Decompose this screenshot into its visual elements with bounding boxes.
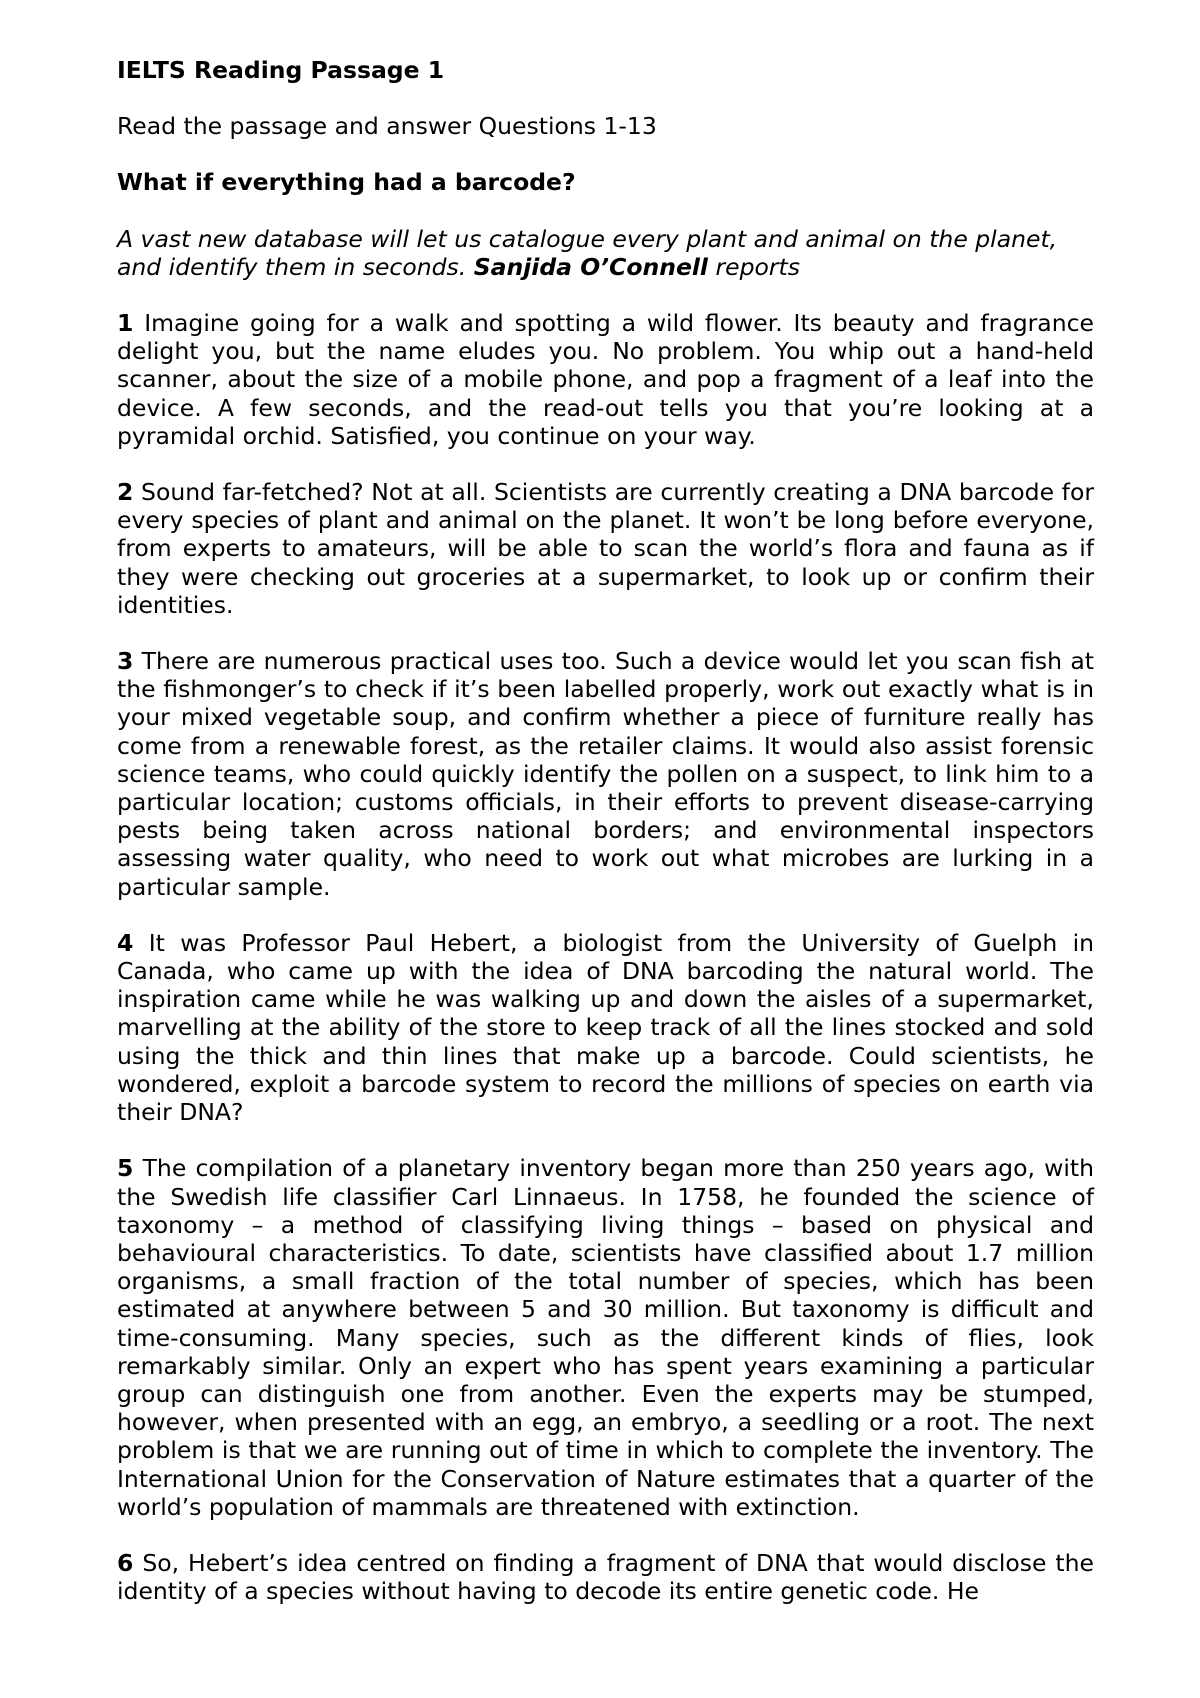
paragraph-number: 6 bbox=[117, 1548, 134, 1577]
paragraph-1 bbox=[117, 309, 1094, 450]
author-name: Sanjida O’Connell bbox=[473, 252, 708, 281]
article-headline: What if everything had a barcode? bbox=[117, 168, 576, 197]
paragraph-text: It was Professor Paul Hebert, a biologist from the University of Guelph in Canada, who came up with the idea of DNA barcoding the natural world. The inspiration came while he was walking up and down the aisles of a supermarket, marvelling at the ability of the store to keep track of all the lines stocked and sold using the thick and thin lines that make up a barcode. Could scientists, he wondered, exploit a barcode system to record the millions of species on earth via their DNA? bbox=[117, 928, 1094, 1127]
paragraph-text: Sound far-fetched? Not at all. Scientists are currently creating a DNA barcode for every species of plant and animal on the planet. It won’t be long before everyone, from experts to amateurs, will be able to scan the world’s flora and fauna as if they were checking out groceries at a supermarket, to look up or confirm their identities. bbox=[117, 478, 1094, 619]
paragraph-text: Imagine going for a walk and spotting a wild flower. Its beauty and fragrance delight you, but the name eludes you. No problem. You whip out a hand-held scanner, about the size of a mobile phone, and pop a fragment of a leaf into the device. A few seconds, and the read-out tells you that you’re looking at a pyramidal orchid. Satisfied, you continue on your way. bbox=[117, 309, 1094, 450]
instruction-text: Read the passage and answer Questions 1-13 bbox=[117, 112, 657, 141]
paragraph-text: There are numerous practical uses too. Such a device would let you scan fish at the fishmonger’s to check if it’s been labelled properly, work out exactly what is in your mixed vegetable soup, and confirm whether a piece of furniture really has come from a renewable forest, as the retailer claims. It would also assist forensic science teams, who could quickly identify the pollen on a suspect, to link him to a particular location; customs officials, in their efforts to prevent disease-carrying pests being taken across national borders; and environmental inspectors assessing water quality, who need to work out what microbes are lurking in a particular sample. bbox=[117, 647, 1094, 901]
document-page bbox=[117, 56, 1094, 1633]
paragraph-3 bbox=[117, 647, 1094, 901]
paragraph-text: The compilation of a planetary inventory began more than 250 years ago, with the Swedish life classifier Carl Linnaeus. In 1758, he founded the science of taxonomy – a method of classifying living things – based on physical and behavioural characteristics. To date, scientists have classified about 1.7 million organisms, a small fraction of the total number of species, which has been estimated at anywhere between 5 and 30 million. But taxonomy is difficult and time-consuming. Many species, such as the different kinds of flies, look remarkably similar. Only an expert who has spent years examining a particular group can distinguish one from another. Even the experts may be stumped, however, when presented with an egg, an embryo, a seedling or a root. The next problem is that we are running out of time in which to complete the inventory. The International Union for the Conservation of Nature estimates that a quarter of the world’s population of mammals are threatened with extinction. bbox=[117, 1154, 1094, 1521]
paragraph-number: 1 bbox=[117, 309, 134, 338]
document-title: IELTS Reading Passage 1 bbox=[117, 56, 445, 84]
paragraph-6 bbox=[117, 1549, 1094, 1605]
paragraph-5 bbox=[117, 1154, 1094, 1521]
paragraph-number: 4 bbox=[117, 928, 134, 957]
paragraph-4 bbox=[117, 929, 1094, 1126]
paragraph-2 bbox=[117, 478, 1094, 619]
standfirst bbox=[117, 225, 1094, 281]
standfirst-text: A vast new database will let us catalogue every plant and animal on the planet, and identify them in seconds. bbox=[117, 224, 1058, 281]
paragraph-number: 5 bbox=[117, 1154, 134, 1183]
paragraph-text: So, Hebert’s idea centred on finding a fragment of DNA that would disclose the identity of a species without having to decode its entire genetic code. He bbox=[117, 1548, 1094, 1606]
paragraph-number: 3 bbox=[117, 647, 134, 676]
paragraph-number: 2 bbox=[117, 478, 134, 507]
standfirst-suffix: reports bbox=[715, 252, 801, 281]
